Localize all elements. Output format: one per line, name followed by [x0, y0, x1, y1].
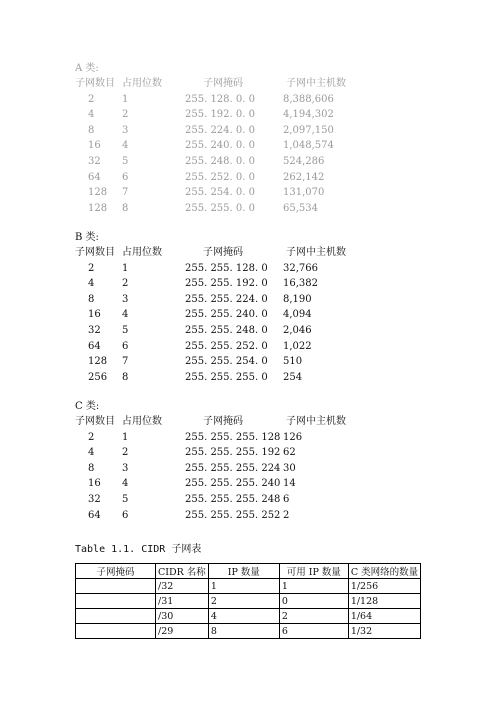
usable-ip-cell: 0	[279, 594, 348, 609]
cidr-header-class-c-count: C 类网络的数量	[348, 564, 420, 579]
subnet-mask-cell: 255. 255. 248. 0	[185, 324, 268, 336]
bits-used-cell: 3	[122, 462, 129, 474]
usable-ip-cell: 6	[279, 624, 348, 639]
header-hosts-per-subnet: 子网中主机数	[286, 78, 346, 89]
host-count-cell: 32,766	[283, 262, 318, 274]
class-b-section	[75, 230, 375, 385]
host-count-cell: 262,142	[283, 171, 325, 183]
subnet-mask-cell: 255. 255. 254. 0	[185, 356, 268, 368]
subnet-count-cell: 2	[88, 93, 95, 105]
subnet-count-cell: 128	[88, 187, 108, 199]
subnet-mask-cell: 255. 255. 255. 252	[185, 509, 281, 521]
cidr-name-cell: /30	[156, 609, 209, 624]
subnet-mask-cell: 255. 248. 0. 0	[185, 155, 255, 167]
header-subnet-count: 子网数目	[75, 416, 115, 427]
host-count-cell: 2	[283, 509, 290, 521]
table-row	[75, 339, 375, 355]
subnet-mask-cell: 255. 224. 0. 0	[185, 124, 255, 136]
host-count-cell: 1,022	[283, 340, 312, 352]
table-row	[75, 185, 375, 201]
subnet-mask-cell: 255. 192. 0. 0	[185, 109, 255, 121]
header-bits-used: 占用位数	[122, 416, 162, 427]
cidr-name-cell: /31	[156, 594, 209, 609]
subnet-mask-cell: 255. 255. 240. 0	[185, 309, 268, 321]
header-subnet-count: 子网数目	[75, 78, 115, 89]
class-c-count-cell: 1/64	[348, 609, 420, 624]
table-row	[75, 107, 375, 123]
cidr-name-cell: /29	[156, 624, 209, 639]
subnet-count-cell: 2	[88, 262, 95, 274]
table-row	[75, 201, 375, 217]
table-row	[76, 594, 421, 609]
host-count-cell: 524,286	[283, 155, 325, 167]
table-row	[75, 430, 375, 446]
header-subnet-mask: 子网掩码	[203, 247, 243, 258]
cidr-header-row	[76, 564, 421, 579]
bits-used-cell: 1	[122, 262, 129, 274]
host-count-cell: 65,534	[283, 202, 318, 214]
cidr-name-cell: /32	[156, 579, 209, 594]
subnet-count-cell: 64	[88, 340, 101, 352]
class-b-title: B 类:	[75, 232, 99, 243]
subnet-count-cell: 16	[88, 140, 101, 152]
table-row	[75, 123, 375, 139]
subnet-count-cell: 4	[88, 447, 95, 459]
subnet-mask-cell	[76, 594, 156, 609]
ip-count-cell: 4	[208, 609, 279, 624]
usable-ip-cell: 2	[279, 609, 348, 624]
subnet-count-cell: 8	[88, 293, 95, 305]
subnet-mask-cell: 255. 240. 0. 0	[185, 140, 255, 152]
ip-count-cell: 1	[208, 579, 279, 594]
host-count-cell: 14	[283, 478, 296, 490]
host-count-cell: 4,194,302	[283, 109, 334, 121]
class-c-count-cell: 1/32	[348, 624, 420, 639]
host-count-cell: 8,190	[283, 293, 312, 305]
subnet-count-cell: 8	[88, 124, 95, 136]
class-c-header-row	[75, 414, 375, 430]
host-count-cell: 8,388,606	[283, 93, 334, 105]
subnet-count-cell: 64	[88, 509, 101, 521]
cidr-header-ip-count: IP 数量	[208, 564, 279, 579]
subnet-mask-cell: 255. 252. 0. 0	[185, 171, 255, 183]
bits-used-cell: 8	[122, 371, 129, 383]
bits-used-cell: 4	[122, 140, 129, 152]
ip-count-cell: 8	[208, 624, 279, 639]
subnet-mask-cell: 255. 255. 224. 0	[185, 293, 268, 305]
table-row	[75, 370, 375, 386]
bits-used-cell: 6	[122, 171, 129, 183]
cidr-header-subnet-mask: 子网掩码	[76, 564, 156, 579]
subnet-count-cell: 32	[88, 324, 101, 336]
subnet-mask-cell: 255. 128. 0. 0	[185, 93, 255, 105]
subnet-mask-cell	[76, 624, 156, 639]
header-bits-used: 占用位数	[122, 247, 162, 258]
header-hosts-per-subnet: 子网中主机数	[286, 247, 346, 258]
header-subnet-mask: 子网掩码	[203, 78, 243, 89]
bits-used-cell: 1	[122, 93, 129, 105]
host-count-cell: 6	[283, 493, 290, 505]
host-count-cell: 62	[283, 447, 296, 459]
table-row	[75, 261, 375, 277]
subnet-count-cell: 256	[88, 371, 108, 383]
subnet-mask-cell: 255. 255. 255. 192	[185, 447, 281, 459]
subnet-count-cell: 16	[88, 478, 101, 490]
bits-used-cell: 2	[122, 109, 129, 121]
cidr-subnet-table	[75, 563, 421, 639]
host-count-cell: 1,048,574	[283, 140, 334, 152]
ip-count-cell: 2	[208, 594, 279, 609]
subnet-count-cell: 8	[88, 462, 95, 474]
subnet-count-cell: 32	[88, 155, 101, 167]
bits-used-cell: 5	[122, 155, 129, 167]
table-row	[75, 508, 375, 524]
bits-used-cell: 3	[122, 293, 129, 305]
subnet-count-cell: 4	[88, 109, 95, 121]
table-row	[75, 154, 375, 170]
cidr-header-usable-ip-count: 可用 IP 数量	[279, 564, 348, 579]
table-row	[75, 323, 375, 339]
table-row	[76, 579, 421, 594]
bits-used-cell: 8	[122, 202, 129, 214]
table-row	[75, 92, 375, 108]
host-count-cell: 510	[283, 356, 303, 368]
subnet-mask-cell: 255. 254. 0. 0	[185, 187, 255, 199]
subnet-mask-cell	[76, 609, 156, 624]
subnet-mask-cell: 255. 255. 0. 0	[185, 202, 255, 214]
subnet-count-cell: 32	[88, 493, 101, 505]
bits-used-cell: 6	[122, 509, 129, 521]
subnet-mask-cell: 255. 255. 255. 128	[185, 431, 281, 443]
bits-used-cell: 2	[122, 447, 129, 459]
bits-used-cell: 4	[122, 309, 129, 321]
host-count-cell: 30	[283, 462, 296, 474]
table-row	[75, 292, 375, 308]
class-b-header-row	[75, 245, 375, 261]
table-row	[75, 276, 375, 292]
subnet-mask-cell: 255. 255. 192. 0	[185, 278, 268, 290]
table-row	[76, 609, 421, 624]
class-a-section	[75, 61, 375, 216]
class-a-title: A 类:	[75, 63, 99, 74]
subnet-count-cell: 128	[88, 202, 108, 214]
table-row	[75, 138, 375, 154]
bits-used-cell: 5	[122, 493, 129, 505]
table-row	[75, 170, 375, 186]
bits-used-cell: 1	[122, 431, 129, 443]
host-count-cell: 4,094	[283, 309, 312, 321]
header-bits-used: 占用位数	[122, 78, 162, 89]
table-caption: Table 1.1. CIDR 子网表	[75, 544, 202, 555]
subnet-mask-cell: 255. 255. 128. 0	[185, 262, 268, 274]
bits-used-cell: 4	[122, 478, 129, 490]
bits-used-cell: 6	[122, 340, 129, 352]
class-c-count-cell: 1/256	[348, 579, 420, 594]
usable-ip-cell: 1	[279, 579, 348, 594]
subnet-count-cell: 64	[88, 171, 101, 183]
host-count-cell: 131,070	[283, 187, 325, 199]
subnet-mask-cell: 255. 255. 255. 240	[185, 478, 281, 490]
subnet-mask-cell: 255. 255. 255. 224	[185, 462, 281, 474]
class-c-title: C 类:	[75, 401, 100, 412]
subnet-count-cell: 4	[88, 278, 95, 290]
subnet-mask-cell: 255. 255. 252. 0	[185, 340, 268, 352]
bits-used-cell: 3	[122, 124, 129, 136]
header-subnet-count: 子网数目	[75, 247, 115, 258]
bits-used-cell: 7	[122, 187, 129, 199]
host-count-cell: 126	[283, 431, 303, 443]
subnet-mask-cell: 255. 255. 255. 248	[185, 493, 281, 505]
class-c-count-cell: 1/128	[348, 594, 420, 609]
table-row	[75, 461, 375, 477]
subnet-mask-cell	[76, 579, 156, 594]
table-row	[75, 354, 375, 370]
subnet-count-cell: 2	[88, 431, 95, 443]
cidr-header-cidr-name: CIDR 名称	[156, 564, 209, 579]
bits-used-cell: 7	[122, 356, 129, 368]
header-hosts-per-subnet: 子网中主机数	[286, 416, 346, 427]
host-count-cell: 254	[283, 371, 303, 383]
table-row	[75, 307, 375, 323]
class-c-section	[75, 399, 375, 523]
table-row	[76, 624, 421, 639]
table-row	[75, 445, 375, 461]
table-row	[75, 492, 375, 508]
table-row	[75, 476, 375, 492]
host-count-cell: 2,097,150	[283, 124, 334, 136]
class-a-header-row	[75, 76, 375, 92]
bits-used-cell: 5	[122, 324, 129, 336]
subnet-mask-cell: 255. 255. 255. 0	[185, 371, 268, 383]
host-count-cell: 16,382	[283, 278, 318, 290]
subnet-count-cell: 16	[88, 309, 101, 321]
host-count-cell: 2,046	[283, 324, 312, 336]
bits-used-cell: 2	[122, 278, 129, 290]
subnet-count-cell: 128	[88, 356, 108, 368]
header-subnet-mask: 子网掩码	[203, 416, 243, 427]
